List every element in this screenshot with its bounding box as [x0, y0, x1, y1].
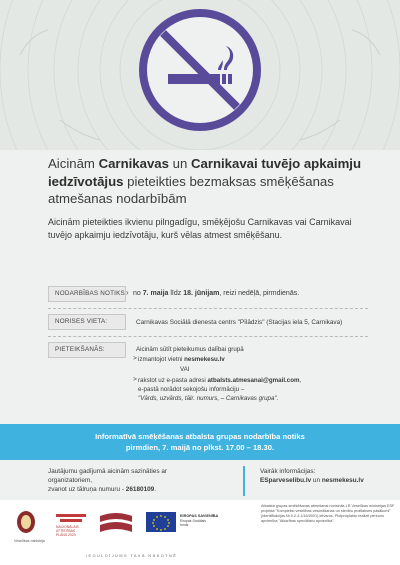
latvia-flag-icon: [100, 513, 132, 532]
arrow-icon: ›: [126, 288, 129, 297]
registration-option2-line3: "Vārds, uzvārds, tālr. numurs, – Carnikavas grupa".: [138, 395, 279, 402]
banner-line2: pirmdien, 7. maijā no plkst. 17.00 – 18.30.: [125, 443, 275, 452]
headline: [48, 155, 368, 208]
more-info-links: [260, 476, 400, 485]
when-text: [133, 289, 363, 298]
logo-nap-line3: PLĀNS 2020: [56, 533, 76, 537]
logo-eu-line2: Eiropas Sociālais: [180, 519, 207, 523]
intro-text: Aicinām pieteikties ikvienu pilngadīgu, smēķējošu Carnikavas vai Carnikavai tuvējo apkaimju iedzīvotāju, kurš vēlas atmest smēķēšanu.: [48, 217, 352, 240]
divider: [48, 308, 368, 309]
registration-option1-text: izmantojot vietni: [138, 356, 185, 363]
when-start-date: 7. maija: [142, 290, 169, 297]
registration-intro: Aicinām sūtīt pieteikumus dalībai grupā: [136, 346, 244, 353]
registration-label: PIETEIKŠANĀS:: [48, 342, 126, 358]
more-info-and: un: [311, 477, 322, 484]
no-smoking-icon: [138, 8, 262, 132]
when-label: NODARBĪBAS NOTIKS: [48, 286, 126, 302]
accent-divider: [243, 466, 245, 496]
registration-option1: [138, 356, 368, 365]
where-label: NORISES VIETA:: [48, 314, 126, 330]
link-esparveselibu[interactable]: ESparveselibu.lv: [260, 477, 312, 484]
banner-line1: Informatīvā smēķēšanas atbalsta grupas nodarbība notiks: [95, 432, 305, 441]
logo-ministry-label: Veselības ministrija: [14, 539, 45, 543]
link-nesmekesu[interactable]: nesmekesu.lv: [321, 477, 364, 484]
logo-nap-line1: NACIONĀLAIS: [56, 525, 79, 529]
more-info-label: Vairāk informācijas:: [260, 468, 316, 475]
sponsor-logos: [12, 506, 244, 548]
contact-phone: 26180109: [125, 486, 155, 493]
national-plan-logo: [56, 514, 86, 522]
contact-info: [48, 467, 198, 494]
contact-line2-end: .: [154, 486, 157, 493]
slogan: IEGULDĪJUMS TAVĀ NĀKOTNĒ: [86, 554, 178, 558]
when-part2: līdz: [168, 290, 184, 297]
divider: [48, 336, 368, 337]
headline-part1: Aicinām: [48, 156, 99, 171]
when-end-date: 18. jūnijam: [183, 290, 220, 297]
info-session-banner: [0, 424, 400, 460]
when-part3: , reizi nedēļā, pirmdienās.: [219, 290, 300, 297]
headline-bold2: Carnikavai tuvējo apkaimju iedzīvotājus: [48, 156, 362, 189]
contact-line2-text: zvanot uz tālruņa numuru -: [48, 486, 126, 493]
registration-option2: [138, 377, 368, 386]
registration-website: nesmekesu.lv: [184, 356, 225, 363]
more-info: [260, 467, 400, 485]
logo-eu-line1: EIROPAS SAVIENĪBA: [180, 514, 219, 518]
logo-nap-line2: ATTĪSTĪBAS: [56, 529, 76, 533]
headline-part2: un: [168, 156, 191, 171]
chevron-right-icon: >: [133, 355, 137, 362]
registration-email: atbalsts.atmesanai@gmail.com: [207, 377, 300, 384]
contact-line2: [48, 485, 198, 494]
chevron-right-icon: >: [133, 376, 137, 383]
footer: [0, 500, 400, 565]
coat-of-arms-icon: [17, 511, 35, 533]
when-part1: no: [133, 290, 143, 297]
where-text: Carnikavas Sociālā dienesta centrs "Pīlādzis" (Stacijas iela 5, Carnikava): [136, 319, 343, 326]
registration-option2-line2: e-pastā norādot sekojošu informāciju –: [138, 386, 245, 393]
headline-bold1: Carnikavas: [98, 156, 169, 171]
eu-flag-icon: [146, 512, 176, 532]
registration-or: VAI: [180, 366, 190, 373]
registration-option2-comma: ,: [299, 377, 302, 384]
project-note: Atbalsta grupas smēķēšanas atmešanai norisinās LR Veselības ministrijas ESF projekta "Kompleksi veselības veicināšanas un slimību profilakses pasākumi" (identifikācijas Nr.9.2.4.1/16/I/001) ietvaros. Plotproplaktu realizē personu apvienība "Atkarības speciālistu apvienība".: [261, 504, 395, 524]
registration-option2-text: rakstot uz e-pasta adresi: [138, 377, 208, 384]
contact-line1: Jautājumu gadījumā aicinām sazināties ar organizatoriem,: [48, 468, 167, 484]
logo-eu-line3: fonds: [180, 523, 189, 527]
headline-part3: pieteikties bezmaksas smēķēšanas atmešanas nodarbībām: [48, 173, 334, 206]
